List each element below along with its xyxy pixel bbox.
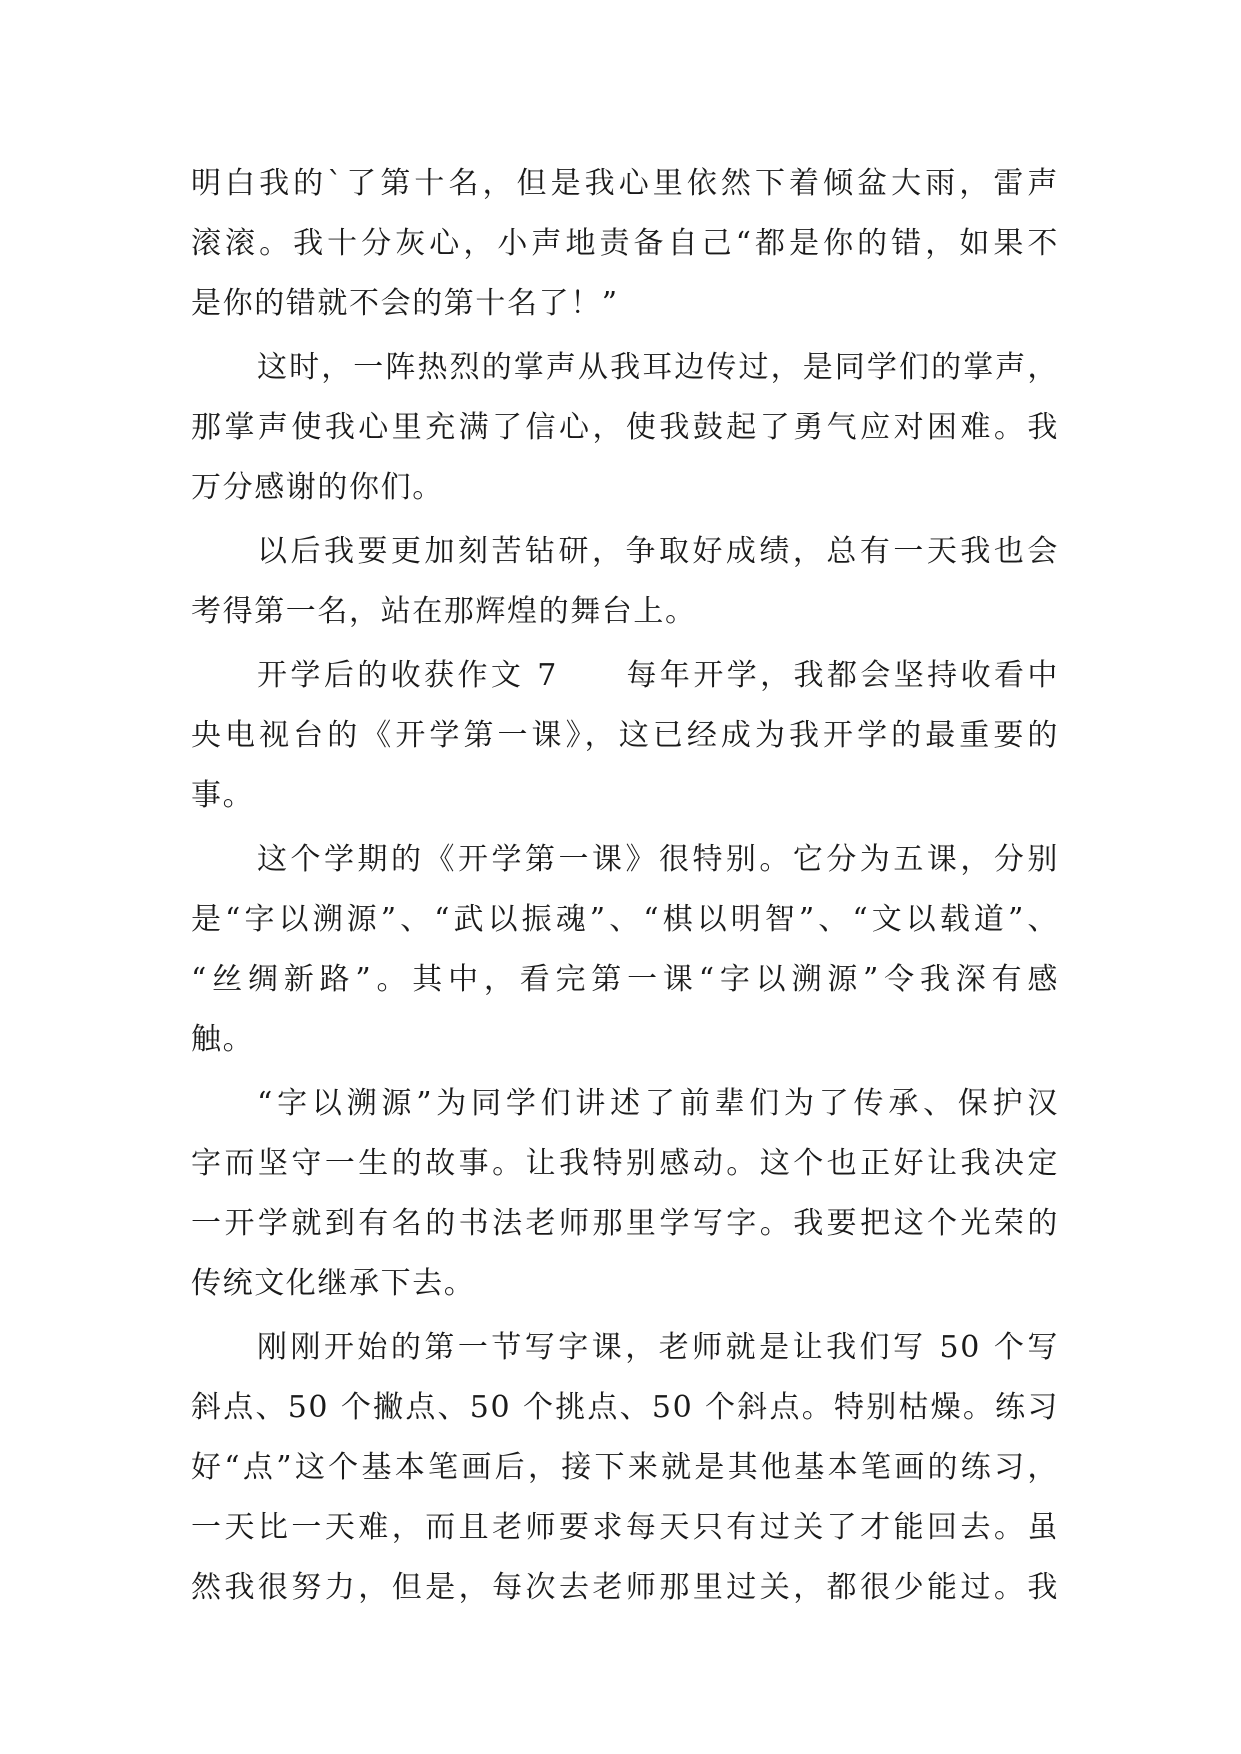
paragraph xyxy=(191,338,1059,518)
text-line: 这个学期的《开学第一课》很特别。它分为五课，分别 xyxy=(257,842,1059,877)
document-body xyxy=(191,154,1059,1618)
text-line: 一开学就到有名的书法老师那里学写字。我要把这个光荣的 xyxy=(191,1206,1059,1241)
text-line: 是你的错就不会的第十名了！” xyxy=(191,286,619,321)
text-line: 触。 xyxy=(191,1022,255,1057)
text-line: 是“字以溯源”、“武以振魂”、“棋以明智”、“文以载道”、 xyxy=(191,902,1059,937)
text-line: 事。 xyxy=(191,778,255,813)
paragraph xyxy=(191,830,1059,1070)
paragraph xyxy=(191,154,1059,334)
text-line: 然我很努力，但是，每次去老师那里过关，都很少能过。我 xyxy=(191,1570,1059,1605)
text-line: 字而坚守一生的故事。让我特别感动。这个也正好让我决定 xyxy=(191,1146,1059,1181)
text-line: 好“点”这个基本笔画后，接下来就是其他基本笔画的练习， xyxy=(191,1450,1059,1485)
text-line: “丝绸新路”。其中，看完第一课“字以溯源”令我深有感 xyxy=(191,962,1059,997)
text-line: 开学后的收获作文 7 每年开学，我都会坚持收看中 xyxy=(257,658,1059,693)
text-line: 这时，一阵热烈的掌声从我耳边传过，是同学们的掌声， xyxy=(257,350,1059,385)
text-line: 刚刚开始的第一节写字课，老师就是让我们写 50 个写 xyxy=(257,1330,1059,1365)
text-line: 传统文化继承下去。 xyxy=(191,1266,476,1301)
text-line: 那掌声使我心里充满了信心，使我鼓起了勇气应对困难。我 xyxy=(191,410,1059,445)
text-line: 以后我要更加刻苦钻研，争取好成绩，总有一天我也会 xyxy=(257,534,1059,569)
text-line: 央电视台的《开学第一课》，这已经成为我开学的最重要的 xyxy=(191,718,1059,753)
text-line: 斜点、50 个撇点、50 个挑点、50 个斜点。特别枯燥。练习 xyxy=(191,1390,1059,1425)
paragraph xyxy=(191,646,1059,826)
text-line: 考得第一名，站在那辉煌的舞台上。 xyxy=(191,594,697,629)
paragraph xyxy=(191,1318,1059,1618)
text-line: 滚滚。我十分灰心，小声地责备自己“都是你的错，如果不 xyxy=(191,226,1059,261)
paragraph xyxy=(191,1074,1059,1314)
text-line: 一天比一天难，而且老师要求每天只有过关了才能回去。虽 xyxy=(191,1510,1059,1545)
text-line: 明白我的`了第十名，但是我心里依然下着倾盆大雨，雷声 xyxy=(191,166,1059,201)
text-line: 万分感谢的你们。 xyxy=(191,470,444,505)
paragraph xyxy=(191,522,1059,642)
text-line: “字以溯源”为同学们讲述了前辈们为了传承、保护汉 xyxy=(257,1086,1059,1121)
